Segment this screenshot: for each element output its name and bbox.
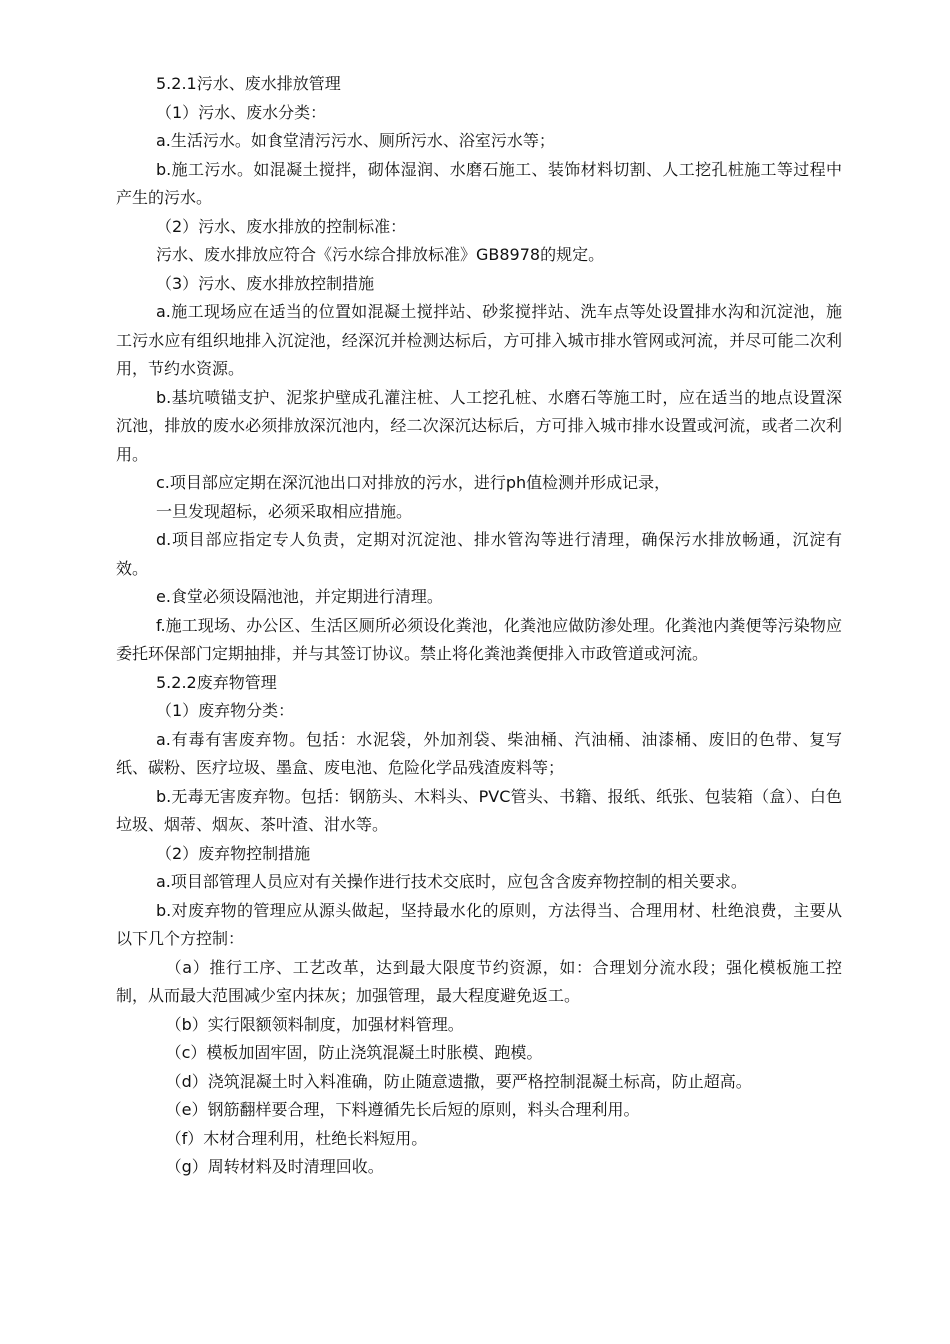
paragraph-construction-sewage: b.施工污水。如混凝土搅拌，砌体湿润、水磨石施工、装饰材料切割、人工挖孔桩施工等过程中产生的污水。 (116, 159, 842, 207)
subheading-discharge-measures: （3）污水、废水排放控制措施 (156, 273, 375, 293)
paragraph-measure-c-line1: c.项目部应定期在深沉池出口对排放的污水，进行ph值检测并形成记录， (156, 473, 671, 492)
paragraph-measure-b: b.基坑喷锚支护、泥浆护壁成孔灌注桩、人工挖孔桩、水磨石等施工时，应在适当的地点设置深沉池，排放的废水必须排放深沉池内，经二次深沉达标后，方可排入城市排水设置或河流，或者二次利用。 (116, 387, 842, 464)
subheading-wastewater-classification: （1）污水、废水分类： (156, 102, 327, 122)
list-item-e: （e）钢筋翻样要合理，下料遵循先长后短的原则，料头合理利用。 (165, 1100, 640, 1119)
subheading-discharge-standard: （2）污水、废水排放的控制标准： (156, 216, 407, 236)
paragraph-measure-a: a.施工现场应在适当的位置如混凝土搅拌站、砂浆搅拌站、洗车点等处设置排水沟和沉淀池，施工污水应有组织地排入沉淀池，经深沉并检测达标后，方可排入城市排水管网或河流，并尽可能二次利用，节约水资源。 (116, 302, 842, 378)
paragraph-measure-c-line2: 一旦发现超标，必须采取相应措施。 (156, 501, 413, 521)
list-item-c: （c）模板加固牢固，防止浇筑混凝土时胀模、跑模。 (165, 1043, 543, 1062)
paragraph-measure-d: d.项目部应指定专人负责，定期对沉淀池、排水管沟等进行清理，确保污水排放畅通，沉淀有效。 (116, 530, 842, 578)
paragraph-measure-e: e.食堂必须设隔池池，并定期进行清理。 (156, 587, 443, 606)
paragraph-nonhazardous-waste: b.无毒无害废弃物。包括：钢筋头、木料头、PVC管头、书籍、报纸、纸张、包装箱（盒）、白色垃圾、烟蒂、烟灰、茶叶渣、泔水等。 (116, 786, 842, 834)
document-body (116, 70, 842, 1182)
list-item-a: （a）推行工序、工艺改革，达到最大限度节约资源，如：合理划分流水段；强化模板施工控制，从而最大范围减少室内抹灰；加强管理，最大程度避免返工。 (116, 957, 842, 1005)
subheading-waste-classification: （1）废弃物分类： (156, 701, 295, 720)
paragraph-control-b: b.对废弃物的管理应从源头做起，坚持最水化的原则，方法得当、合理用材、杜绝浪费，主要从以下几个方控制： (116, 900, 842, 948)
section-heading-5-2-1: 5.2.1污水、废水排放管理 (156, 74, 341, 93)
list-item-f: （f）木材合理利用，杜绝长料短用。 (165, 1128, 428, 1148)
paragraph-domestic-sewage: a.生活污水。如食堂清污污水、厕所污水、浴室污水等； (156, 131, 555, 150)
paragraph-hazardous-waste: a.有毒有害废弃物。包括：水泥袋，外加剂袋、柴油桶、汽油桶、油漆桶、废旧的色带、复写纸、碳粉、医疗垃圾、墨盒、废电池、危险化学品残渣废料等； (116, 729, 842, 777)
section-heading-5-2-2: 5.2.2废弃物管理 (156, 672, 277, 692)
list-item-b: （b）实行限额领料制度，加强材料管理。 (165, 1014, 464, 1034)
list-item-d: （d）浇筑混凝土时入料准确，防止随意遗撒，要严格控制混凝土标高，防止超高。 (165, 1071, 752, 1091)
paragraph-control-a: a.项目部管理人员应对有关操作进行技术交底时，应包含含废弃物控制的相关要求。 (156, 872, 747, 891)
paragraph-discharge-standard: 污水、废水排放应符合《污水综合排放标准》GB8978的规定。 (156, 245, 605, 264)
list-item-g: （g）周转材料及时清理回收。 (165, 1157, 384, 1176)
paragraph-measure-f: f.施工现场、办公区、生活区厕所必须设化粪池，化粪池应做防渗处理。化粪池内粪便等污染物应委托环保部门定期抽排，并与其签订协议。禁止将化粪池粪便排入市政管道或河流。 (116, 615, 842, 663)
subheading-waste-control: （2）废弃物控制措施 (156, 843, 311, 863)
